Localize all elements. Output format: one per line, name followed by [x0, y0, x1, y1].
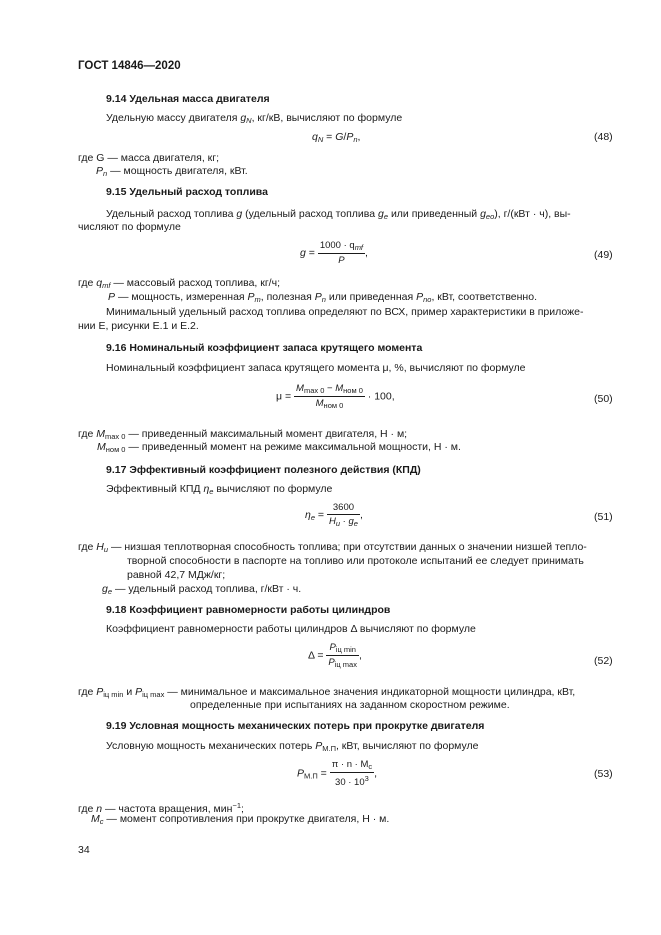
section-9-15-note-line2: нии Е, рисунки Е.1 и Е.2.	[78, 320, 199, 332]
where-Mmax0: где $M_{max 0}$ — приведенный максимальный момент двигателя, Н · м;	[78, 428, 408, 441]
section-9-18-intro: Коэффициент равномерности работы цилиндров Δ вычисляют по формуле	[106, 623, 476, 635]
where-Pimin-Pimax-line2: определенные при испытаниях на заданном скоростном режиме.	[190, 699, 510, 711]
equation-number-49: (49)	[594, 249, 613, 261]
equation-number-48: (48)	[594, 131, 613, 143]
where-ge: $g_e$ — удельный расход топлива, г/кВт · ч.	[102, 583, 302, 596]
equation-number-53: (53)	[594, 768, 613, 780]
equation-number-52: (52)	[594, 655, 613, 667]
page-number: 34	[78, 844, 90, 856]
section-9-17-heading: 9.17 Эффективный коэффициент полезного действия (КПД)	[106, 464, 421, 476]
section-9-14-intro: Удельную массу двигателя $g_N$, кг/кВ, вычисляют по формуле	[106, 112, 403, 125]
section-9-16-heading: 9.16 Номинальный коэффициент запаса крутящего момента	[106, 342, 423, 354]
where-Pimin-Pimax: где $P_{iц min}$ и $P_{iц max}$ — минимальное и максимальное значения индикаторной мощности цилиндра, кВт,	[78, 686, 576, 699]
equation-number-51: (51)	[594, 511, 613, 523]
section-9-15-intro: Удельный расход топлива g (удельный расход топлива $g_e$ или приведенный $g_{eo}$), г/(кВт · ч), вы-	[106, 208, 571, 221]
section-9-18-heading: 9.18 Коэффициент равномерности работы цилиндров	[106, 604, 391, 616]
formula-50: μ = $\frac{M_{max 0} - M_{ном 0}}{M_{ном 0}}$ · 100,	[276, 383, 395, 410]
formula-52: Δ = $\frac{P_{iц min}}{P_{iц max}}$ ,	[308, 642, 362, 669]
where-Hu-line2: творной способности в паспорте на топливо или протоколе испытаний ее следует принимать	[127, 555, 584, 567]
section-9-15-heading: 9.15 Удельный расход топлива	[106, 186, 268, 198]
where-G: где G — масса двигателя, кг;	[78, 152, 220, 164]
document-header: ГОСТ 14846—2020	[78, 60, 181, 72]
section-9-16-intro: Номинальный коэффициент запаса крутящего момента μ, %, вычисляют по формуле	[106, 362, 526, 374]
section-9-19-intro: Условную мощность механических потерь $P_{М.П}$, кВт, вычисляют по формуле	[106, 740, 479, 753]
formula-49: g = $\frac{1000 \cdot q_{mf}}{P}$ ,	[300, 240, 368, 266]
equation-number-50: (50)	[594, 393, 613, 405]
where-Hu: где $H_u$ — низшая теплотворная способность топлива; при отсутствии данных о значении низшей тепло-	[78, 541, 587, 554]
formula-48: $q_N = G/P_n$,	[312, 131, 361, 144]
section-9-15-note: Минимальный удельный расход топлива определяют по ВСХ, пример характеристики в приложе-	[106, 306, 584, 318]
where-n: где n — частота вращения, мин$^{-1}$;	[78, 801, 244, 815]
where-Hu-line3: равной 42,7 МДж/кг;	[127, 569, 226, 581]
where-qmf: где $q_{mf}$ — массовый расход топлива, кг/ч;	[78, 277, 280, 290]
section-9-17-intro: Эффективный КПД $\eta_e$ вычисляют по формуле	[106, 483, 333, 496]
where-P: P — мощность, измеренная $P_m$, полезная $P_n$ или приведенная $P_{no}$, кВт, соответственно.	[108, 291, 537, 304]
where-Mnom0: $M_{ном 0}$ — приведенный момент на режиме максимальной мощности, Н · м.	[97, 441, 461, 454]
section-9-15-intro-line2: числяют по формуле	[78, 221, 181, 233]
where-Pn: $P_n$ — мощность двигателя, кВт.	[96, 165, 248, 178]
formula-51: $\eta_e$ = $\frac{3600}{H_u \cdot g_e}$ ,	[305, 502, 363, 528]
where-Mc: $M_c$ — момент сопротивления при прокрутке двигателя, Н · м.	[91, 813, 390, 826]
section-9-14-heading: 9.14 Удельная масса двигателя	[106, 93, 270, 105]
section-9-19-heading: 9.19 Условная мощность механических потерь при прокрутке двигателя	[106, 720, 485, 732]
formula-53: $P_{М.П}$ = $\frac{\pi \cdot n \cdot M_c}{30 \cdot 10^3}$ ,	[297, 759, 378, 788]
